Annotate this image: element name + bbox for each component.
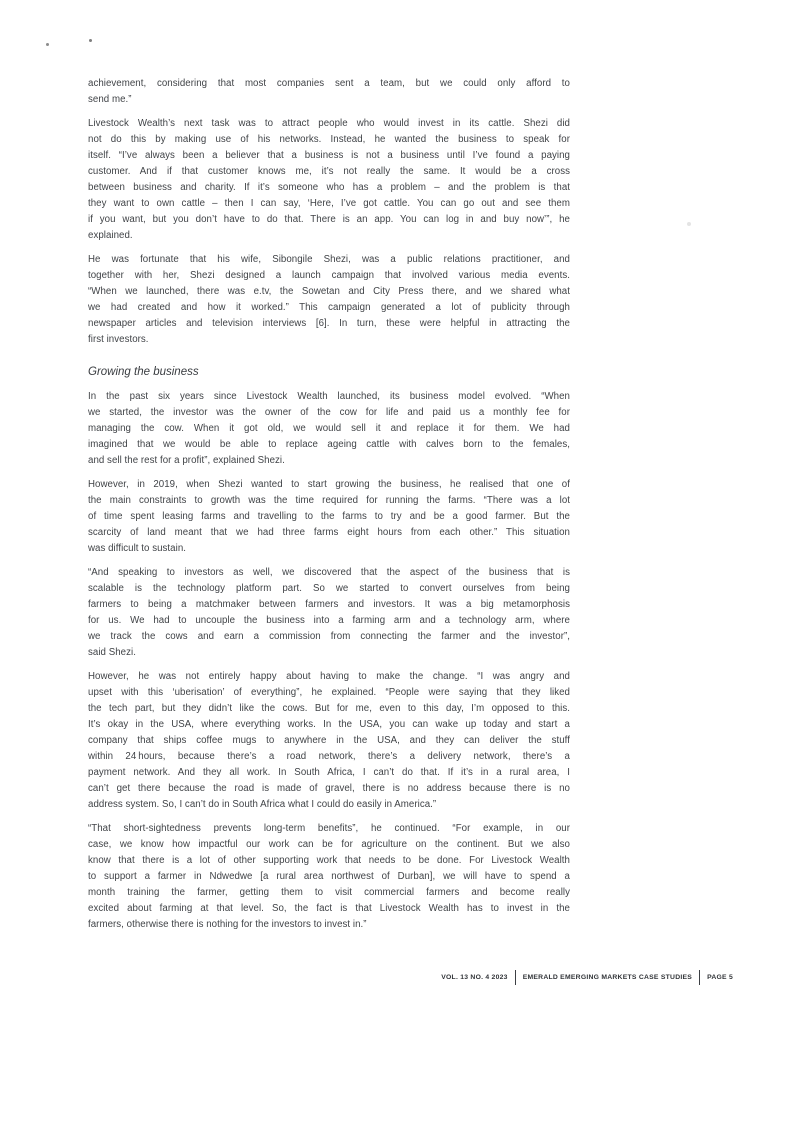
paragraph: [88, 389, 570, 469]
text-line: address system. So, I can’t do in South Africa what I could do easily in America.”: [88, 799, 437, 810]
paragraph: [88, 669, 570, 813]
text-line: itself. “I’ve always been a believer that a business is not a business until I’ve found a paying: [88, 150, 570, 161]
text-line: Livestock Wealth’s next task was to attract people who would invest in its cattle. Shezi did: [88, 118, 570, 129]
paragraph: [88, 565, 570, 661]
text-line: managing the cow. When it got old, we would sell it and replace it for them. We had: [88, 423, 570, 434]
text-line: between business and charity. If it’s someone who has a problem – and the problem is that: [88, 182, 570, 193]
text-line: It’s okay in the USA, where everything works. In the USA, you can wake up today and start a: [88, 719, 570, 730]
text-line: was difficult to sustain.: [88, 543, 186, 554]
text-line: send me.”: [88, 94, 132, 105]
text-line: However, in 2019, when Shezi wanted to start growing the business, he realised that one of: [88, 479, 570, 490]
text-line: imagined that we would be able to replace ageing cattle with calves born to the females,: [88, 439, 570, 450]
section-heading: Growing the business: [88, 366, 199, 378]
text-line: we started, the investor was the owner of the cow for life and paid us a monthly fee for: [88, 407, 570, 418]
text-line: However, he was not entirely happy about having to make the change. “I was angry and: [88, 671, 570, 682]
footer-journal-title: EMERALD EMERGING MARKETS CASE STUDIES: [522, 974, 693, 981]
paragraph: [88, 477, 570, 557]
text-line: customer. And if that customer knows me, it’s not really the same. It would be a cross: [88, 166, 570, 177]
text-line: can’t get there because the road is made of gravel, there is no address because there is no: [88, 783, 570, 794]
text-line: achievement, considering that most companies sent a team, but we could only afford to: [88, 78, 570, 89]
text-line: upset with this ‘uberisation’ of everything”, he explained. “People were saying that they liked: [88, 687, 570, 698]
page-footer: [441, 970, 733, 985]
text-line: know that there is a lot of other supporting work that needs to be done. For Livestock Wealth: [88, 855, 570, 866]
text-line: company that ships coffee mugs to anywhere in the USA, and they can deliver the stuff: [88, 735, 570, 746]
text-line: for us. We had to uncouple the business into a farming arm and a technology arm, where: [88, 615, 570, 626]
text-line: together with her, Shezi designed a launch campaign that involved various media events.: [88, 270, 570, 281]
text-line: excited about farming at that level. So, the fact is that Livestock Wealth has to invest in the: [88, 903, 570, 914]
text-line: case, we know how impactful our work can be for agriculture on the continent. But we also: [88, 839, 570, 850]
footer-volume-issue: VOL. 13 NO. 4 2023: [441, 974, 508, 981]
footer-divider: [699, 970, 700, 985]
text-line: explained.: [88, 230, 133, 241]
text-line: of time spent leasing farms and travelling to the farms to try and be a good farmer. But the: [88, 511, 570, 522]
text-line: “And speaking to investors as well, we discovered that the aspect of the business that is: [88, 567, 570, 578]
text-line: the tech part, but they didn’t like the cows. But for me, even to this day, I’m opposed to this.: [88, 703, 570, 714]
page-body-text: [88, 76, 570, 941]
text-line: the main constraints to growth was the time required for running the farms. “There was a lot: [88, 495, 570, 506]
text-line: newspaper articles and television interviews [6]. In turn, these were helpful in attracting the: [88, 318, 570, 329]
footer-divider: [515, 970, 516, 985]
text-line: and sell the rest for a profit”, explained Shezi.: [88, 455, 285, 466]
text-line: payment network. And they all work. In South Africa, I can’t do that. If it’s in a rural area, I: [88, 767, 570, 778]
text-line: farmers, otherwise there is nothing for the investors to invest in.”: [88, 919, 367, 930]
text-line: scarcity of land meant that we had three farms eight hours from each other.” This situation: [88, 527, 570, 538]
intro-paragraphs: [88, 76, 570, 348]
footer-page-number: PAGE 5: [707, 974, 733, 981]
text-line: He was fortunate that his wife, Sibongile Shezi, was a public relations practitioner, and: [88, 254, 570, 265]
text-line: not do this by making use of his networks. Instead, he wanted the business to speak for: [88, 134, 570, 145]
text-line: to support a farmer in Ndwedwe [a rural area northwest of Durban], we will have to spend a: [88, 871, 570, 882]
paragraph: [88, 116, 570, 244]
scan-artifact-dot: [89, 39, 92, 42]
text-line: first investors.: [88, 334, 149, 345]
text-line: if you want, but you don’t have to do that. There is an app. You can log in and buy now’”, he: [88, 214, 570, 225]
text-line: said Shezi.: [88, 647, 136, 658]
text-line: In the past six years since Livestock Wealth launched, its business model evolved. “When: [88, 391, 570, 402]
paragraph: [88, 252, 570, 348]
text-line: we track the cows and earn a commission from connecting the farmer and the investor”,: [88, 631, 570, 642]
text-line: farmers to being a matchmaker between farmers and investors. It was a big metamorphosis: [88, 599, 570, 610]
text-line: they want to own cattle – then I can say, ‘Here, I’ve got cattle. You can go out and see them: [88, 198, 570, 209]
text-line: scalable is the technology platform part. So we started to convert ourselves from being: [88, 583, 570, 594]
text-line: within 24 hours, because there’s a road network, there’s a delivery network, there’s a: [88, 751, 570, 762]
section-paragraphs: [88, 389, 570, 933]
scan-artifact-dot: [687, 222, 691, 226]
text-line: “When we launched, there was e.tv, the Sowetan and City Press there, and we shared what: [88, 286, 570, 297]
text-line: we had created and how it worked.” This campaign generated a lot of publicity through: [88, 302, 570, 313]
paragraph: [88, 76, 570, 108]
scan-artifact-dot: [46, 43, 49, 46]
text-line: month training the farmer, getting them to visit commercial farmers and become really: [88, 887, 570, 898]
paragraph: [88, 821, 570, 933]
text-line: “That short-sightedness prevents long-term benefits”, he continued. “For example, in our: [88, 823, 570, 834]
